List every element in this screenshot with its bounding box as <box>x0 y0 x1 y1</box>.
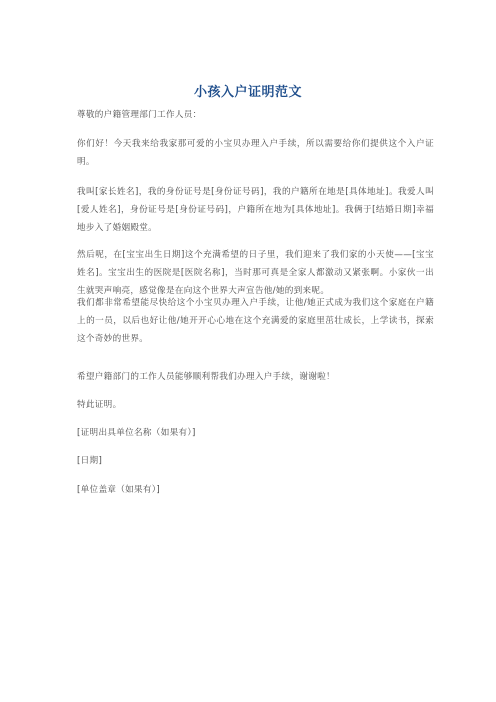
paragraph-birth <box>62 246 434 300</box>
paragraph-text: 然后呢，在[宝宝出生日期]这个充满希望的日子里，我们迎来了我们家的小天使——[宝宝姓名]。宝宝出生的医院是[医院名称]，当时那可真是全家人都激动又紧张啊。小家伙一出生就哭声响亮，感觉像是在向这个世界大声宣告他/她的到来呢。 <box>77 250 434 296</box>
issuing-unit-placeholder: [证明出具单位名称（如果有）] <box>77 428 196 438</box>
salutation: 尊敬的户籍管理部门工作人员： <box>77 110 202 120</box>
document-title: 小孩入户证明范文 <box>193 85 302 100</box>
paragraph-request <box>62 294 434 348</box>
paragraph-greeting <box>62 135 434 171</box>
paragraph-parents <box>62 183 434 237</box>
closing-statement: 特此证明。 <box>77 400 122 410</box>
paragraph-text: 你们好！今天我来给我家那可爱的小宝贝办理入户手续，所以需要给你们提供这个入户证明。 <box>77 139 434 167</box>
paragraph-thanks: 希望户籍部门的工作人员能够顺利帮我们办理入户手续，谢谢啦！ <box>77 372 335 382</box>
paragraph-text: 我们都非常希望能尽快给这个小宝贝办理入户手续，让他/她正式成为我们这个家庭在户籍上的一员，以后也好让他/她开开心心地在这个充满爱的家庭里茁壮成长，上学读书，探索这个奇妙的世界。 <box>77 298 434 344</box>
date-placeholder: [日期] <box>77 456 103 466</box>
seal-placeholder: [单位盖章（如果有）] <box>77 485 161 495</box>
paragraph-text: 我叫[家长姓名]，我的身份证号是[身份证号码]，我的户籍所在地是[具体地址]。我爱人叫[爱人姓名]，身份证号是[身份证号码]，户籍所在地为[具体地址]。我俩于[结婚日期]幸福地步入了婚姻殿堂。 <box>77 187 434 233</box>
